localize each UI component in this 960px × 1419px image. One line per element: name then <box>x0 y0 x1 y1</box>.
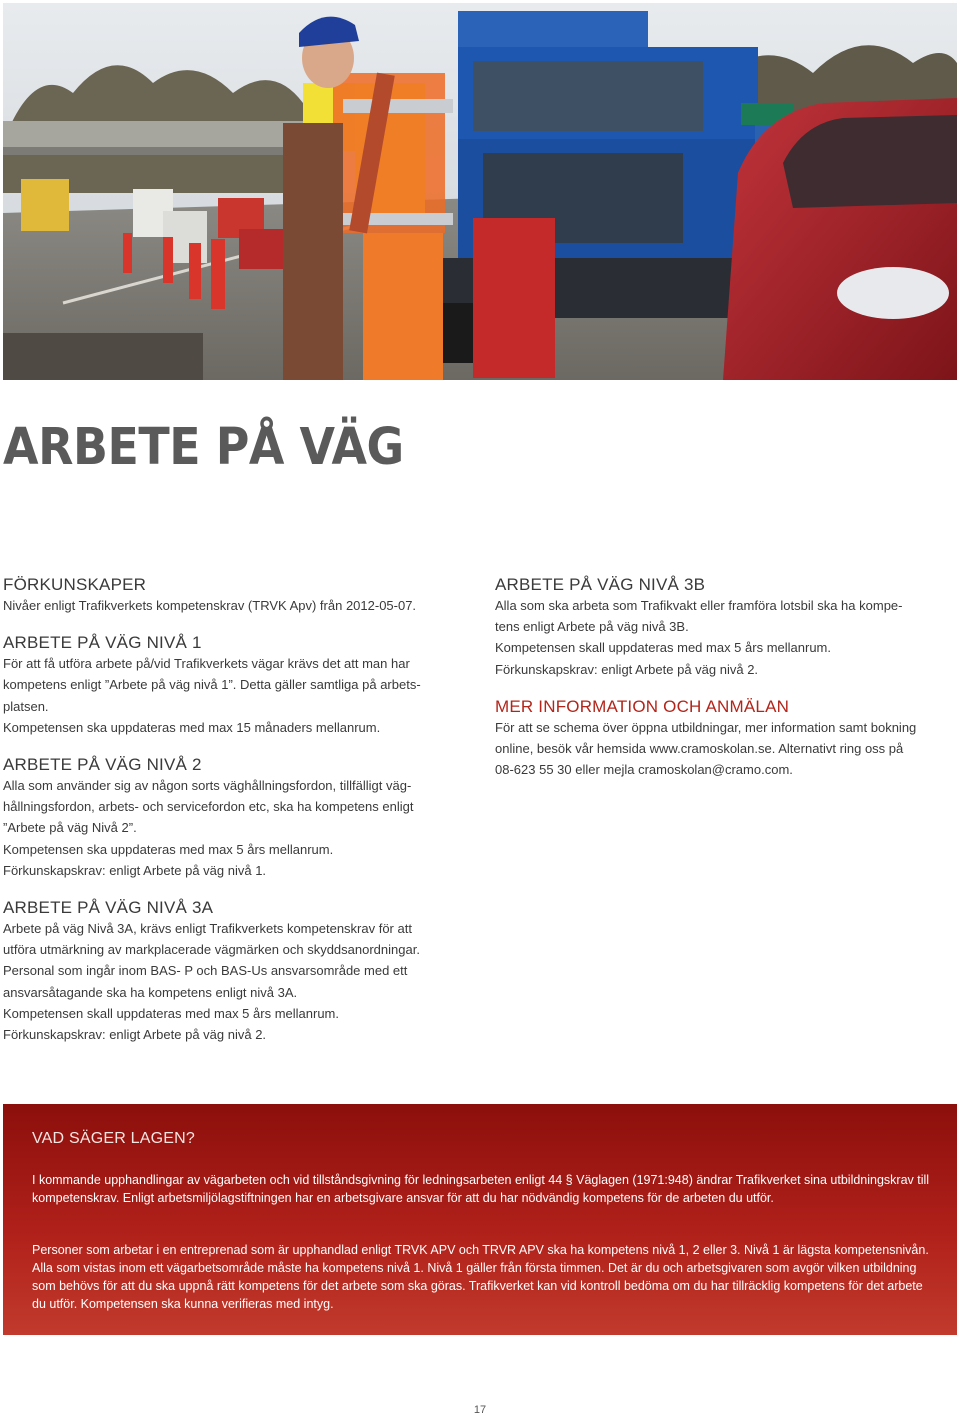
roadwork-scene-illustration <box>3 3 957 380</box>
section-heading: MER INFORMATION OCH ANMÄLAN <box>495 696 790 716</box>
hero-photo <box>3 3 957 380</box>
section-niva-1 <box>3 632 473 738</box>
section-forkunskaper <box>3 574 473 616</box>
section-heading: ARBETE PÅ VÄG NIVÅ 1 <box>3 633 202 653</box>
section-heading: ARBETE PÅ VÄG NIVÅ 3B <box>495 575 706 594</box>
section-niva-3a <box>3 897 473 1045</box>
section-body: För att få utföra arbete på/vid Trafikverkets vägar krävs det att man har kompetens enligt ”Arbete på väg nivå 1”. Detta gäller samtliga på arbets- platsen. Kompetensen ska uppdateras med max 15 månaders mellanrum. <box>3 656 421 735</box>
section-niva-3b <box>495 574 957 680</box>
law-box-heading: VAD SÄGER LAGEN? <box>32 1130 195 1147</box>
right-column <box>495 574 957 796</box>
section-body: För att se schema över öppna utbildningar, mer information samt bokning online, besök vår hemsida www.cramoskolan.se. Alternativt ring oss på 08-623 55 30 eller mejla cramoskolan@cramo.com. <box>495 719 917 778</box>
section-body: Alla som använder sig av någon sorts väghållningsfordon, tillfälligt väg- hållningsfordon, arbets- och servicefordon etc, ska ha kompetens enligt ”Arbete på väg Nivå 2”. Kompetensen ska uppdateras med max 5 års mellanrum. Förkunskapskrav: enligt Arbete på väg nivå 1. <box>3 778 414 878</box>
page-number: 17 <box>473 1404 487 1416</box>
law-box-paragraph-1: I kommande upphandlingar av vägarbeten och vid tillståndsgivning för ledningsarbeten enligt 44 § Väglagen (1971:948) ändrar Trafikverket sina utbildningskrav till kompetenskrav. Enligt arbetsmiljölagstiftningen har en arbetsgivare ansvar för att du har nödvändig kompetens för de arbeten du utför. <box>32 1173 930 1205</box>
law-box-paragraph-2: Personer som arbetar i en entreprenad som är upphandlad enligt TRVK APV och TRVR APV ska ha kompetens nivå 1, 2 eller 3. Nivå 1 är lägsta kompetensnivån. Alla som vistas inom ett vägarbetsområde måste ha kompetens nivå 1. Nivå 1 gäller från första timmen. Det är du och arbetsgivaren som avgör vilken utbildning som behövs för att du ska uppnå rätt kompetens för det arbete som ska göras. Trafikverket kan vid kontroll bedöma om du har tillräcklig kompetens för det arbete du utför. Kompetensen ska kunna verifieras med intyg. <box>32 1243 929 1311</box>
page-title: ARBETE PÅ VÄG <box>3 418 404 477</box>
section-heading: ARBETE PÅ VÄG NIVÅ 3A <box>3 898 214 918</box>
section-body: Arbete på väg Nivå 3A, krävs enligt Trafikverkets kompetenskrav för att utföra utmärkning av markplacerade vägmärken och skyddsanordningar. Personal som ingår inom BAS- P och BAS-Us ansvarsområde med ett ansvarsåtagande ska ha kompetens enligt nivå 3A. Kompetensen skall uppdateras med max 5 års mellanrum. Förkunskapskrav: enligt Arbete på väg nivå 2. <box>3 921 420 1043</box>
section-heading: ARBETE PÅ VÄG NIVÅ 2 <box>3 755 202 775</box>
section-niva-2 <box>3 754 473 881</box>
section-body: Alla som ska arbeta som Trafikvakt eller framföra lotsbil ska ha kompe- tens enligt Arbete på väg nivå 3B. Kompetensen skall uppdateras med max 5 års mellanrum. Förkunskapskrav: enligt Arbete på väg nivå 2. <box>495 598 903 677</box>
section-heading: FÖRKUNSKAPER <box>3 575 147 594</box>
left-column <box>3 574 473 1061</box>
section-mer-information <box>495 696 957 781</box>
law-info-box <box>3 1104 957 1335</box>
section-body: Nivåer enligt Trafikverkets kompetenskrav (TRVK Apv) från 2012-05-07. <box>3 598 417 613</box>
